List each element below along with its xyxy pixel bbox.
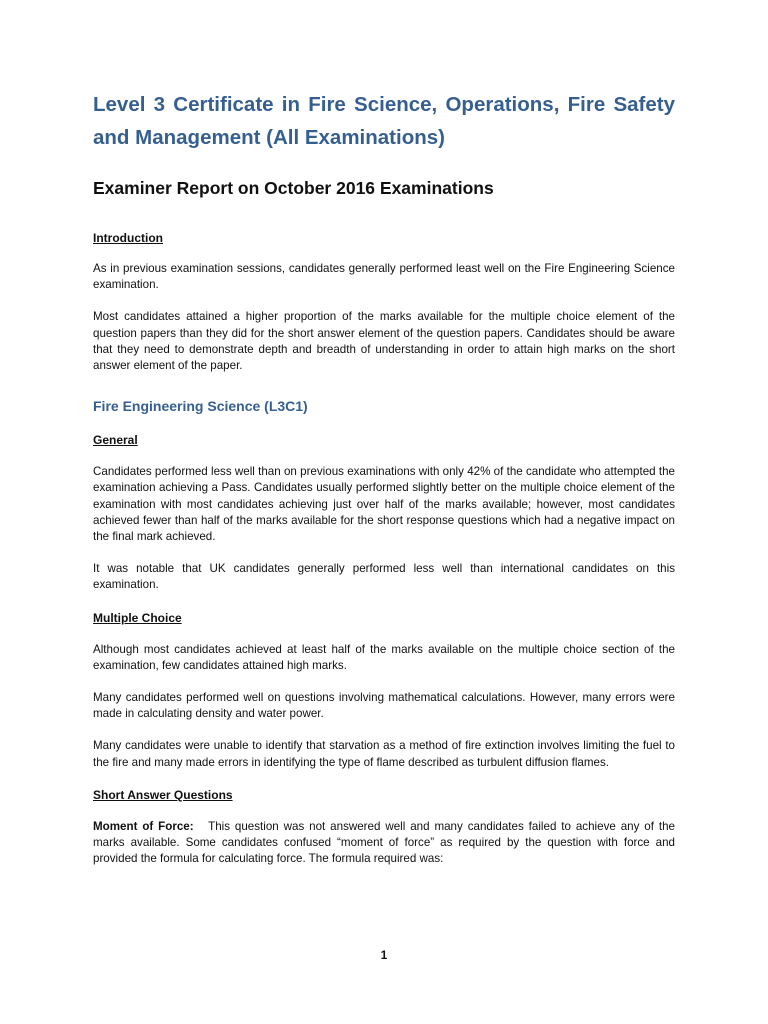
general-paragraph-1: Candidates performed less well than on previous examinations with only 42% of the candidate who attempted the examination achieving a Pass. Candidates usually performed slightly better on the multiple choice element of the examination with most candidates achieving just over half of the marks available; however, most candidates achieved fewer than half of the marks available for the short response questions which had a negative impact on the final mark achieved. — [93, 465, 675, 544]
multiple-choice-heading: Multiple Choice — [93, 610, 182, 625]
moment-of-force-label: Moment of Force: — [93, 819, 194, 833]
moment-of-force-text: This question was not answered well and many candidates failed to achieve any of the marks available. Some candidates confused “moment of force” as required by the question with force and provided the formula for calculating force. The formula required was: — [93, 819, 675, 866]
introduction-paragraph-2: Most candidates attained a higher proportion of the marks available for the multiple choice element of the question papers than they did for the short answer element of the question papers. Candidates should be aware that they need to demonstrate depth and breadth of understanding in order to attain high marks on the short answer element of the paper. — [93, 310, 675, 373]
multiple-choice-paragraph-1: Although most candidates achieved at least half of the marks available on the multiple choice section of the examination, few candidates attained high marks. — [93, 642, 675, 672]
document-subtitle: Examiner Report on October 2016 Examinations — [93, 178, 494, 198]
section-heading-fire-engineering-science: Fire Engineering Science (L3C1) — [93, 398, 308, 415]
page-number: 1 — [380, 948, 388, 962]
general-paragraph-2: It was notable that UK candidates generally performed less well than international candidates on this examination. — [93, 562, 675, 592]
introduction-paragraph-1: As in previous examination sessions, candidates generally performed least well on the Fire Engineering Science examination. — [93, 262, 675, 292]
introduction-heading: Introduction — [93, 231, 163, 245]
multiple-choice-paragraph-3: Many candidates were unable to identify that starvation as a method of fire extinction involves limiting the fuel to the fire and many made errors in identifying the type of flame described as turbulent diffusion flames. — [93, 739, 675, 769]
document-title: Level 3 Certificate in Fire Science, Operations, Fire Safety and Management (All Examinations) — [93, 93, 675, 149]
general-heading: General — [93, 433, 138, 448]
short-answer-paragraph — [93, 819, 675, 868]
multiple-choice-paragraph-2: Many candidates performed well on questions involving mathematical calculations. However, many errors were made in calculating density and water power. — [93, 691, 675, 721]
document-page — [93, 88, 675, 867]
short-answer-heading: Short Answer Questions — [93, 787, 233, 802]
